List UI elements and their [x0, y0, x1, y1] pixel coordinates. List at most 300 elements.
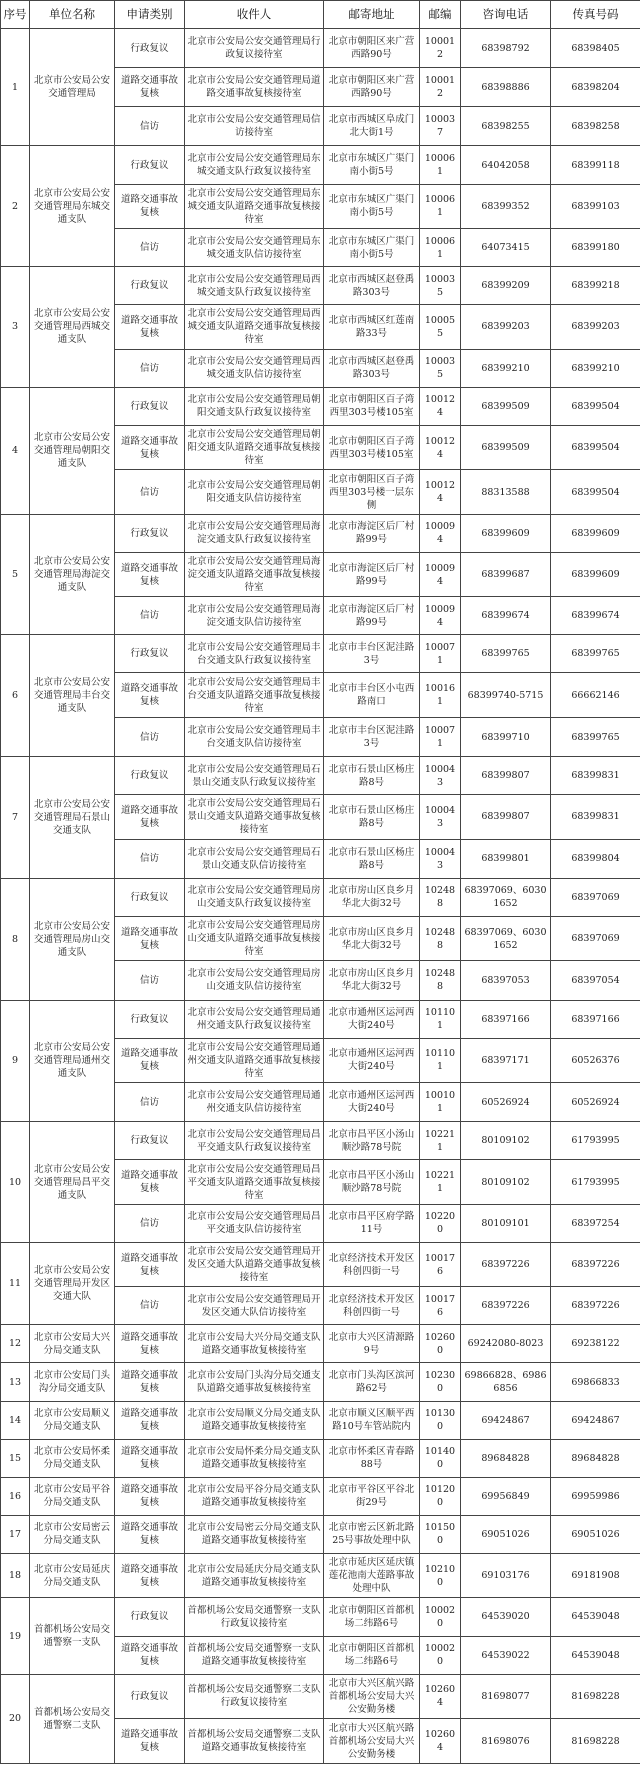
table-row — [1, 1439, 640, 1477]
category-cell: 信访 — [115, 107, 185, 146]
zip-cell: 100037 — [420, 107, 461, 146]
category-cell: 信访 — [115, 1083, 185, 1122]
address-cell: 北京经济技术开发区科创四街一号 — [324, 1287, 420, 1325]
phone-cell: 68399807 — [461, 757, 551, 795]
fax-cell: 69051026 — [551, 1515, 640, 1553]
unit-name-cell: 北京市公安局平谷分局交通支队 — [30, 1477, 115, 1515]
table-row — [1, 29, 640, 68]
category-cell: 道路交通事故复核 — [115, 1038, 185, 1082]
address-cell: 北京市丰台区小屯西路南口 — [324, 673, 420, 717]
fax-cell: 68399210 — [551, 349, 640, 387]
recipient-cell: 北京市公安局公安交通管理局石景山交通支队道路交通事故复核接待室 — [185, 795, 324, 839]
phone-cell: 80109102 — [461, 1160, 551, 1204]
phone-cell: 68398886 — [461, 68, 551, 107]
recipient-cell: 北京市公安局公安交通管理局东城交通支队道路交通事故复核接待室 — [185, 184, 324, 228]
fax-cell: 68399831 — [551, 795, 640, 839]
table-row — [1, 1553, 640, 1597]
address-cell: 北京市朝阳区首都机场二纬路6号 — [324, 1598, 420, 1636]
table-row — [1, 1000, 640, 1038]
category-cell: 道路交通事故复核 — [115, 1401, 185, 1439]
address-cell: 北京市昌平区府学路11号 — [324, 1204, 420, 1242]
category-cell: 信访 — [115, 229, 185, 267]
category-cell: 道路交通事故复核 — [115, 1439, 185, 1477]
unit-name-cell: 北京市公安局门头沟分局交通支队 — [30, 1363, 115, 1401]
zip-cell: 102488 — [420, 878, 461, 916]
address-cell: 北京市昌平区小汤山顺沙路78号院 — [324, 1160, 420, 1204]
address-cell: 北京市西城区红莲南路33号 — [324, 305, 420, 349]
fax-cell: 68399804 — [551, 839, 640, 878]
zip-cell: 100176 — [420, 1287, 461, 1325]
row-number-cell: 14 — [1, 1401, 30, 1439]
zip-cell: 100043 — [420, 795, 461, 839]
fax-cell: 69181908 — [551, 1553, 640, 1597]
recipient-cell: 首都机场公安局交通警察一支队道路交通事故复核接待室 — [185, 1636, 324, 1674]
row-number-cell: 12 — [1, 1325, 30, 1363]
recipient-cell: 北京市公安局公安交通管理局昌平交通支队信访接待室 — [185, 1204, 324, 1242]
phone-cell: 69424867 — [461, 1401, 551, 1439]
header-unit: 单位名称 — [30, 1, 115, 29]
phone-cell: 68397069、60301652 — [461, 916, 551, 960]
row-number-cell: 11 — [1, 1242, 30, 1325]
fax-cell: 68399609 — [551, 514, 640, 552]
address-cell: 北京市朝阳区百子湾西里303号楼一层东侧 — [324, 470, 420, 514]
address-cell: 北京市门头沟区滨河路62号 — [324, 1363, 420, 1401]
address-cell: 北京市朝阳区首都机场二纬路6号 — [324, 1636, 420, 1674]
fax-cell: 68398258 — [551, 107, 640, 146]
phone-cell: 68397171 — [461, 1038, 551, 1082]
zip-cell: 102488 — [420, 916, 461, 960]
address-cell: 北京市顺义区顺平西路10号车管站院内 — [324, 1401, 420, 1439]
phone-cell: 68398255 — [461, 107, 551, 146]
address-cell: 北京市密云区新北路25号事故处理中队 — [324, 1515, 420, 1553]
address-cell: 北京市怀柔区青春路88号 — [324, 1439, 420, 1477]
fax-cell: 68399118 — [551, 146, 640, 184]
unit-name-cell: 北京市公安局公安交通管理局昌平交通支队 — [30, 1122, 115, 1243]
phone-cell: 68397226 — [461, 1242, 551, 1286]
recipient-cell: 北京市公安局公安交通管理局石景山交通支队行政复议接待室 — [185, 757, 324, 795]
zip-cell: 100124 — [420, 470, 461, 514]
fax-cell: 68397226 — [551, 1287, 640, 1325]
category-cell: 道路交通事故复核 — [115, 1515, 185, 1553]
address-cell: 北京市通州区运河西大街240号 — [324, 1083, 420, 1122]
zip-cell: 100101 — [420, 1083, 461, 1122]
category-cell: 道路交通事故复核 — [115, 795, 185, 839]
row-number-cell: 17 — [1, 1515, 30, 1553]
row-number-cell: 8 — [1, 878, 30, 1000]
table-row — [1, 387, 640, 425]
phone-cell: 69242080-8023 — [461, 1325, 551, 1363]
recipient-cell: 北京市公安局公安交通管理局丰台交通支队道路交通事故复核接待室 — [185, 673, 324, 717]
table-row — [1, 1242, 640, 1286]
table-row — [1, 1515, 640, 1553]
address-cell: 北京市西城区赵登禹路303号 — [324, 267, 420, 305]
recipient-cell: 北京市公安局公安交通管理局道路交通事故复核接待室 — [185, 68, 324, 107]
fax-cell: 61793995 — [551, 1122, 640, 1160]
row-number-cell: 6 — [1, 635, 30, 757]
fax-cell: 64539048 — [551, 1636, 640, 1674]
recipient-cell: 北京市公安局公安交通管理局房山交通支队信访接待室 — [185, 961, 324, 1000]
zip-cell: 101300 — [420, 1401, 461, 1439]
header-address: 邮寄地址 — [324, 1, 420, 29]
row-number-cell: 7 — [1, 757, 30, 879]
recipient-cell: 北京市公安局公安交通管理局西城交通支队道路交通事故复核接待室 — [185, 305, 324, 349]
unit-name-cell: 北京市公安局公安交通管理局石景山交通支队 — [30, 757, 115, 879]
table-body — [1, 29, 640, 1764]
category-cell: 道路交通事故复核 — [115, 305, 185, 349]
unit-name-cell: 北京市公安局密云分局交通支队 — [30, 1515, 115, 1553]
phone-cell: 89684828 — [461, 1439, 551, 1477]
zip-cell: 100124 — [420, 387, 461, 425]
fax-cell: 68397054 — [551, 961, 640, 1000]
category-cell: 行政复议 — [115, 635, 185, 673]
row-number-cell: 15 — [1, 1439, 30, 1477]
phone-cell: 60526924 — [461, 1083, 551, 1122]
recipient-cell: 北京市公安局公安交通管理局丰台交通支队行政复议接待室 — [185, 635, 324, 673]
fax-cell: 68399203 — [551, 305, 640, 349]
address-cell: 北京市通州区运河西大街240号 — [324, 1000, 420, 1038]
unit-name-cell: 北京市公安局公安交通管理局西城交通支队 — [30, 267, 115, 388]
phone-cell: 68397226 — [461, 1287, 551, 1325]
recipient-cell: 北京市公安局公安交通管理局通州交通支队信访接待室 — [185, 1083, 324, 1122]
zip-cell: 100071 — [420, 635, 461, 673]
zip-cell: 100012 — [420, 29, 461, 68]
zip-cell: 100124 — [420, 425, 461, 469]
fax-cell: 68397226 — [551, 1242, 640, 1286]
phone-cell: 68399674 — [461, 597, 551, 635]
category-cell: 信访 — [115, 717, 185, 756]
recipient-cell: 北京市公安局公安交通管理局开发区交通大队道路交通事故复核接待室 — [185, 1242, 324, 1286]
fax-cell: 68399180 — [551, 229, 640, 267]
zip-cell: 101200 — [420, 1477, 461, 1515]
zip-cell: 100043 — [420, 839, 461, 878]
phone-cell: 69866828、69866856 — [461, 1363, 551, 1401]
header-row — [1, 1, 640, 29]
fax-cell: 68399765 — [551, 635, 640, 673]
address-cell: 北京市昌平区小汤山顺沙路78号院 — [324, 1122, 420, 1160]
category-cell: 道路交通事故复核 — [115, 1363, 185, 1401]
phone-cell: 64042058 — [461, 146, 551, 184]
zip-cell: 100055 — [420, 305, 461, 349]
unit-name-cell: 北京市公安局公安交通管理局东城交通支队 — [30, 146, 115, 267]
fax-cell: 61793995 — [551, 1160, 640, 1204]
phone-cell: 68397166 — [461, 1000, 551, 1038]
fax-cell: 68397254 — [551, 1204, 640, 1242]
table-row — [1, 146, 640, 184]
recipient-cell: 北京市公安局公安交通管理局行政复议接待室 — [185, 29, 324, 68]
unit-name-cell: 北京市公安局公安交通管理局海淀交通支队 — [30, 514, 115, 635]
phone-cell: 68397053 — [461, 961, 551, 1000]
recipient-cell: 首都机场公安局交通警察一支队行政复议接待室 — [185, 1598, 324, 1636]
unit-name-cell: 北京市公安局公安交通管理局 — [30, 29, 115, 146]
phone-cell: 81698076 — [461, 1719, 551, 1764]
category-cell: 道路交通事故复核 — [115, 68, 185, 107]
recipient-cell: 北京市公安局公安交通管理局开发区交通大队信访接待室 — [185, 1287, 324, 1325]
row-number-cell: 5 — [1, 514, 30, 635]
phone-cell: 81698077 — [461, 1674, 551, 1718]
category-cell: 道路交通事故复核 — [115, 1242, 185, 1286]
address-cell: 北京市平谷区平谷北街29号 — [324, 1477, 420, 1515]
unit-name-cell: 北京市公安局公安交通管理局通州交通支队 — [30, 1000, 115, 1122]
address-cell: 北京市朝阳区来广营西路90号 — [324, 68, 420, 107]
category-cell: 道路交通事故复核 — [115, 425, 185, 469]
unit-name-cell: 北京市公安局顺义分局交通支队 — [30, 1401, 115, 1439]
address-cell: 北京市朝阳区来广营西路90号 — [324, 29, 420, 68]
recipient-cell: 北京市公安局公安交通管理局房山交通支队道路交通事故复核接待室 — [185, 916, 324, 960]
zip-cell: 101400 — [420, 1439, 461, 1477]
phone-cell: 69051026 — [461, 1515, 551, 1553]
zip-cell: 102211 — [420, 1122, 461, 1160]
recipient-cell: 北京市公安局公安交通管理局东城交通支队信访接待室 — [185, 229, 324, 267]
zip-cell: 100094 — [420, 514, 461, 552]
unit-name-cell: 北京市公安局公安交通管理局房山交通支队 — [30, 878, 115, 1000]
address-cell: 北京市石景山区杨庄路8号 — [324, 839, 420, 878]
table-row — [1, 757, 640, 795]
zip-cell: 100035 — [420, 267, 461, 305]
address-cell: 北京市海淀区后厂村路99号 — [324, 597, 420, 635]
row-number-cell: 19 — [1, 1598, 30, 1674]
row-number-cell: 16 — [1, 1477, 30, 1515]
zip-cell: 100161 — [420, 673, 461, 717]
unit-name-cell: 北京市公安局公安交通管理局朝阳交通支队 — [30, 387, 115, 514]
row-number-cell: 2 — [1, 146, 30, 267]
phone-cell: 80109101 — [461, 1204, 551, 1242]
zip-cell: 100094 — [420, 597, 461, 635]
phone-cell: 68397069、60301652 — [461, 878, 551, 916]
phone-cell: 80109102 — [461, 1122, 551, 1160]
zip-cell: 100020 — [420, 1636, 461, 1674]
unit-name-cell: 北京市公安局大兴分局交通支队 — [30, 1325, 115, 1363]
address-cell: 北京市丰台区泥洼路3号 — [324, 717, 420, 756]
phone-cell: 68399209 — [461, 267, 551, 305]
fax-cell: 68397069 — [551, 878, 640, 916]
category-cell: 行政复议 — [115, 1000, 185, 1038]
table-row — [1, 1401, 640, 1439]
phone-cell: 68399509 — [461, 387, 551, 425]
address-cell: 北京市通州区运河西大街240号 — [324, 1038, 420, 1082]
fax-cell: 81698228 — [551, 1674, 640, 1718]
address-cell: 北京市东城区广渠门南小街5号 — [324, 229, 420, 267]
zip-cell: 100035 — [420, 349, 461, 387]
recipient-cell: 北京市公安局公安交通管理局信访接待室 — [185, 107, 324, 146]
recipient-cell: 北京市公安局公安交通管理局昌平交通支队行政复议接待室 — [185, 1122, 324, 1160]
zip-cell: 100020 — [420, 1598, 461, 1636]
recipient-cell: 北京市公安局公安交通管理局朝阳交通支队行政复议接待室 — [185, 387, 324, 425]
address-cell: 北京市大兴区航兴路首都机场公安局大兴公安勤务楼 — [324, 1674, 420, 1718]
zip-cell: 102604 — [420, 1674, 461, 1718]
fax-cell: 69866833 — [551, 1363, 640, 1401]
address-cell: 北京市房山区良乡月华北大街32号 — [324, 961, 420, 1000]
category-cell: 行政复议 — [115, 878, 185, 916]
recipient-cell: 北京市公安局密云分局交通支队道路交通事故复核接待室 — [185, 1515, 324, 1553]
table-row — [1, 1325, 640, 1363]
category-cell: 信访 — [115, 839, 185, 878]
category-cell: 道路交通事故复核 — [115, 1477, 185, 1515]
phone-cell: 68399710 — [461, 717, 551, 756]
category-cell: 行政复议 — [115, 757, 185, 795]
zip-cell: 100176 — [420, 1242, 461, 1286]
fax-cell: 68399674 — [551, 597, 640, 635]
table-row — [1, 1122, 640, 1160]
fax-cell: 64539048 — [551, 1598, 640, 1636]
category-cell: 道路交通事故复核 — [115, 673, 185, 717]
header-zip: 邮编 — [420, 1, 461, 29]
fax-cell: 68397069 — [551, 916, 640, 960]
recipient-cell: 北京市公安局怀柔分局交通支队道路交通事故复核接待室 — [185, 1439, 324, 1477]
recipient-cell: 北京市公安局公安交通管理局海淀交通支队道路交通事故复核接待室 — [185, 552, 324, 596]
table-row — [1, 514, 640, 552]
category-cell: 信访 — [115, 597, 185, 635]
header-phone: 咨询电话 — [461, 1, 551, 29]
address-cell: 北京市房山区良乡月华北大街32号 — [324, 878, 420, 916]
address-cell: 北京市海淀区后厂村路99号 — [324, 552, 420, 596]
category-cell: 行政复议 — [115, 1122, 185, 1160]
address-cell: 北京市石景山区杨庄路8号 — [324, 795, 420, 839]
recipient-cell: 北京市公安局顺义分局交通支队道路交通事故复核接待室 — [185, 1401, 324, 1439]
table-row — [1, 1598, 640, 1636]
unit-name-cell: 北京市公安局怀柔分局交通支队 — [30, 1439, 115, 1477]
recipient-cell: 北京市公安局公安交通管理局朝阳交通支队道路交通事故复核接待室 — [185, 425, 324, 469]
recipient-cell: 北京市公安局公安交通管理局海淀交通支队行政复议接待室 — [185, 514, 324, 552]
recipient-cell: 北京市公安局公安交通管理局西城交通支队信访接待室 — [185, 349, 324, 387]
address-cell: 北京市朝阳区百子湾西里303号楼105室 — [324, 387, 420, 425]
row-number-cell: 1 — [1, 29, 30, 146]
header-fax: 传真号码 — [551, 1, 640, 29]
zip-cell: 100094 — [420, 552, 461, 596]
phone-cell: 69103176 — [461, 1553, 551, 1597]
fax-cell: 69238122 — [551, 1325, 640, 1363]
address-cell: 北京市西城区赵登禹路303号 — [324, 349, 420, 387]
phone-cell: 68399687 — [461, 552, 551, 596]
unit-name-cell: 首都机场公安局交通警察二支队 — [30, 1674, 115, 1763]
unit-name-cell: 北京市公安局公安交通管理局丰台交通支队 — [30, 635, 115, 757]
recipient-cell: 北京市公安局平谷分局交通支队道路交通事故复核接待室 — [185, 1477, 324, 1515]
recipient-cell: 北京市公安局公安交通管理局石景山交通支队信访接待室 — [185, 839, 324, 878]
category-cell: 道路交通事故复核 — [115, 1719, 185, 1764]
header-recipient: 收件人 — [185, 1, 324, 29]
fax-cell: 68399831 — [551, 757, 640, 795]
address-cell: 北京市西城区阜成门北大街1号 — [324, 107, 420, 146]
zip-cell: 102211 — [420, 1160, 461, 1204]
recipient-cell: 北京市公安局公安交通管理局通州交通支队道路交通事故复核接待室 — [185, 1038, 324, 1082]
unit-name-cell: 北京市公安局公安交通管理局开发区交通大队 — [30, 1242, 115, 1325]
recipient-cell: 北京市公安局公安交通管理局朝阳交通支队信访接待室 — [185, 470, 324, 514]
fax-cell: 69424867 — [551, 1401, 640, 1439]
row-number-cell: 20 — [1, 1674, 30, 1763]
phone-cell: 68399210 — [461, 349, 551, 387]
row-number-cell: 13 — [1, 1363, 30, 1401]
phone-cell: 68398792 — [461, 29, 551, 68]
category-cell: 信访 — [115, 349, 185, 387]
phone-cell: 68399740-5715 — [461, 673, 551, 717]
fax-cell: 68399765 — [551, 717, 640, 756]
zip-cell: 101500 — [420, 1515, 461, 1553]
recipient-cell: 北京市公安局门头沟分局交通支队道路交通事故复核接待室 — [185, 1363, 324, 1401]
table-row — [1, 1477, 640, 1515]
category-cell: 信访 — [115, 1204, 185, 1242]
fax-cell: 68399609 — [551, 552, 640, 596]
table-row — [1, 878, 640, 916]
phone-cell: 68399509 — [461, 425, 551, 469]
fax-cell: 68398204 — [551, 68, 640, 107]
address-cell: 北京市丰台区泥洼路3号 — [324, 635, 420, 673]
zip-cell: 101101 — [420, 1038, 461, 1082]
recipient-cell: 北京市公安局公安交通管理局丰台交通支队信访接待室 — [185, 717, 324, 756]
category-cell: 道路交通事故复核 — [115, 552, 185, 596]
category-cell: 道路交通事故复核 — [115, 1636, 185, 1674]
row-number-cell: 10 — [1, 1122, 30, 1243]
zip-cell: 100061 — [420, 229, 461, 267]
address-cell: 北京市东城区广渠门南小街5号 — [324, 146, 420, 184]
fax-cell: 69959986 — [551, 1477, 640, 1515]
fax-cell: 68399504 — [551, 470, 640, 514]
table-row — [1, 1674, 640, 1718]
fax-cell: 66662146 — [551, 673, 640, 717]
category-cell: 行政复议 — [115, 514, 185, 552]
recipient-cell: 北京市公安局公安交通管理局海淀交通支队信访接待室 — [185, 597, 324, 635]
phone-cell: 88313588 — [461, 470, 551, 514]
fax-cell: 68399504 — [551, 425, 640, 469]
phone-cell: 64539022 — [461, 1636, 551, 1674]
table-row — [1, 1363, 640, 1401]
phone-cell: 64073415 — [461, 229, 551, 267]
recipient-cell: 北京市公安局公安交通管理局昌平交通支队道路交通事故复核接待室 — [185, 1160, 324, 1204]
fax-cell: 68398405 — [551, 29, 640, 68]
phone-cell: 68399352 — [461, 184, 551, 228]
recipient-cell: 首都机场公安局交通警察二支队道路交通事故复核接待室 — [185, 1719, 324, 1764]
category-cell: 信访 — [115, 1287, 185, 1325]
recipient-cell: 首都机场公安局交通警察二支队行政复议接待室 — [185, 1674, 324, 1718]
fax-cell: 68397166 — [551, 1000, 640, 1038]
fax-cell: 89684828 — [551, 1439, 640, 1477]
category-cell: 行政复议 — [115, 267, 185, 305]
address-cell: 北京市大兴区航兴路首都机场公安局大兴公安勤务楼 — [324, 1719, 420, 1764]
address-cell: 北京市延庆区延庆镇莲花池南大莲路事故处理中队 — [324, 1553, 420, 1597]
category-cell: 行政复议 — [115, 387, 185, 425]
fax-cell: 81698228 — [551, 1719, 640, 1764]
fax-cell: 60526376 — [551, 1038, 640, 1082]
zip-cell: 100043 — [420, 757, 461, 795]
zip-cell: 101101 — [420, 1000, 461, 1038]
zip-cell: 102488 — [420, 961, 461, 1000]
phone-cell: 68399203 — [461, 305, 551, 349]
address-cell: 北京市朝阳区百子湾西里303号楼105室 — [324, 425, 420, 469]
row-number-cell: 3 — [1, 267, 30, 388]
address-cell: 北京市海淀区后厂村路99号 — [324, 514, 420, 552]
row-number-cell: 9 — [1, 1000, 30, 1122]
zip-cell: 102300 — [420, 1363, 461, 1401]
address-cell: 北京市房山区良乡月华北大街32号 — [324, 916, 420, 960]
recipient-cell: 北京市公安局延庆分局交通支队道路交通事故复核接待室 — [185, 1553, 324, 1597]
category-cell: 道路交通事故复核 — [115, 916, 185, 960]
address-cell: 北京经济技术开发区科创四街一号 — [324, 1242, 420, 1286]
category-cell: 道路交通事故复核 — [115, 184, 185, 228]
phone-cell: 69956849 — [461, 1477, 551, 1515]
fax-cell: 68399504 — [551, 387, 640, 425]
table-row — [1, 635, 640, 673]
row-number-cell: 4 — [1, 387, 30, 514]
phone-cell: 64539020 — [461, 1598, 551, 1636]
zip-cell: 100012 — [420, 68, 461, 107]
category-cell: 行政复议 — [115, 1674, 185, 1718]
zip-cell: 102600 — [420, 1325, 461, 1363]
unit-name-cell: 首都机场公安局交通警察一支队 — [30, 1598, 115, 1674]
header-category: 申请类别 — [115, 1, 185, 29]
fax-cell: 60526924 — [551, 1083, 640, 1122]
category-cell: 行政复议 — [115, 1598, 185, 1636]
table-row — [1, 267, 640, 305]
fax-cell: 68399103 — [551, 184, 640, 228]
address-cell: 北京市大兴区清源路9号 — [324, 1325, 420, 1363]
